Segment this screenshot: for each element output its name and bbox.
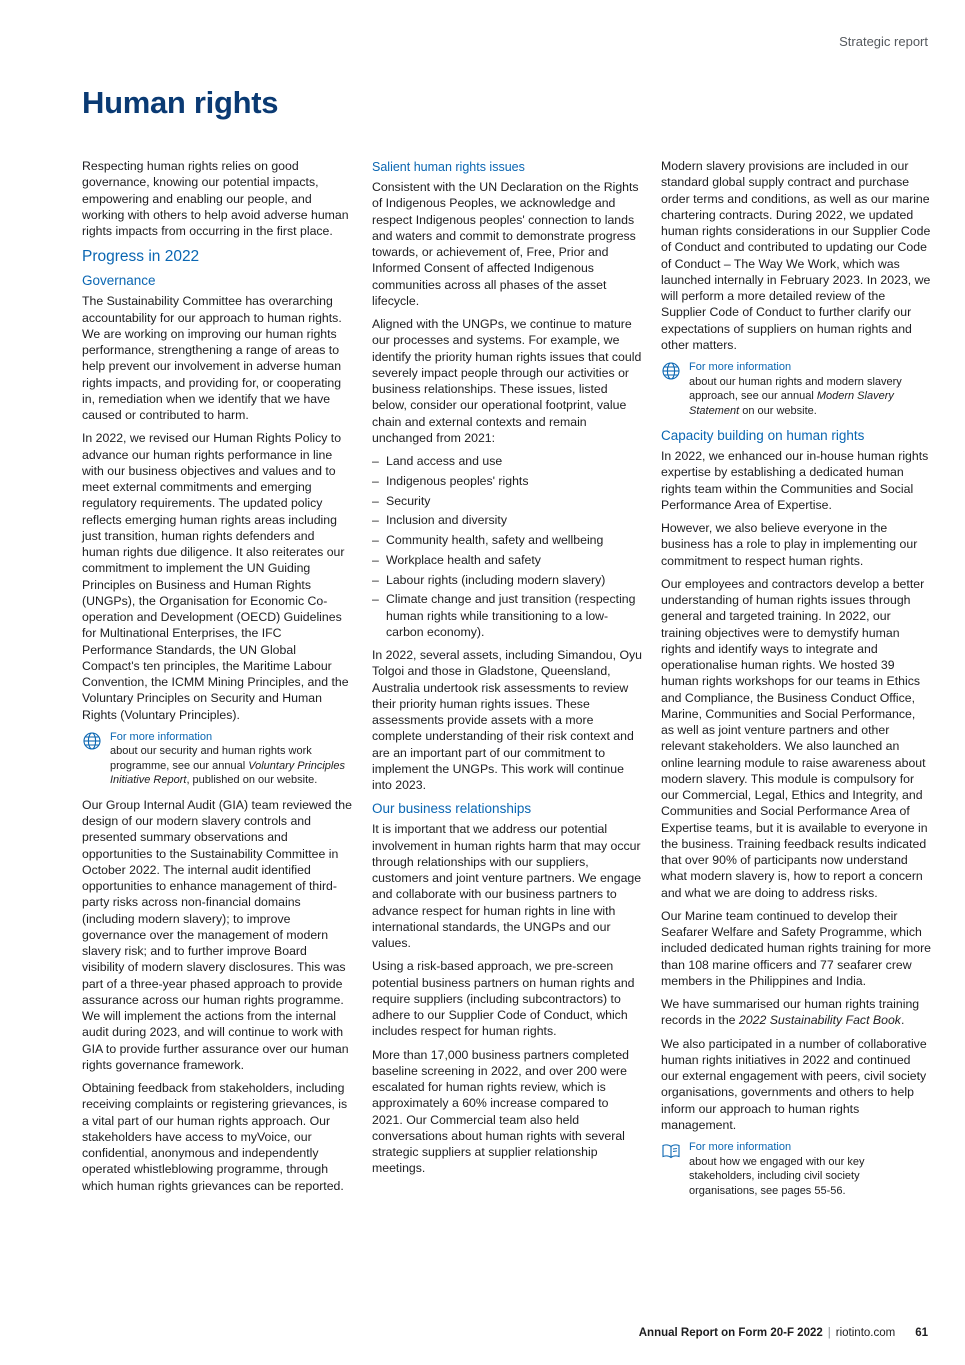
more-info-text: , published on our website. (186, 774, 318, 787)
paragraph: Obtaining feedback from stakeholders, including receiving complaints or registering grievances, is a vital part of our human rights approach. Our stakeholders have access to myVoice, our confidential, anonymous and independently operated whistleblowing programme, through which human rights grievances can be reported. (82, 1081, 348, 1193)
globe-icon (661, 361, 681, 381)
page-footer (639, 1327, 928, 1339)
business-relationships-heading: Our business relationships (372, 801, 532, 817)
paragraph: In 2022, several assets, including Simandou, Oyu Tolgoi and those in Gladstone, Queensland, Australia undertook risk assessments to review their priority human rights issues. These assessments provide assets with a more complete understanding of their risk context and are an important part of our commitment to implement the UNGPs. This work will continue into 2023. (372, 648, 643, 792)
page-number: 61 (915, 1327, 928, 1339)
paragraph: Modern slavery provisions are included in our standard global supply contract and purchase order terms and conditions, as well as our marine chartering contracts. During 2022, we updated human rights considerations in our Supplier Code of Conduct and contributed to updating our Code of Conduct – The Way We Work, which was launched internally in February 2023. In 2023, we will perform a more detailed review of the Supplier Code of Conduct to further clarify our expectations of suppliers on human rights and other matters. (661, 159, 931, 352)
issues-list (372, 453, 642, 640)
paragraph: The Sustainability Committee has overarching accountability for our approach to human rights. We are working on improving our human rights performance, strengthening a range of areas to help prevent our involvement in adverse human rights impacts, and providing for, or cooperating in, remediation when we identify that we have caused or contributed to harm. (82, 294, 342, 422)
list-item: – Security (372, 493, 431, 508)
paragraph: Our Group Internal Audit (GIA) team reviewed the design of our modern slavery controls and presented summary observations and opportunities to the Sustainability Committee in October 2022. The internal audit identified opportunities to enhance management of third-party risks across non-financial domains (including modern slavery); to improve governance over the management of modern slavery risk; and to further improve Board visibility of modern slavery disclosures. This was part of a three-year phased approach to provide assurance across our human rights programme. We will implement the actions from the internal audit during 2023, and will continue to work with GIA to provide further assurance over our human rights governance framework. (82, 797, 352, 1072)
more-info-box[interactable] (82, 730, 352, 788)
book-icon (661, 1141, 681, 1161)
list-item: – Indigenous peoples' rights (372, 473, 529, 488)
paragraph: However, we also believe everyone in the business has a role to play in implementing our commitment to respect human rights. (661, 521, 918, 568)
more-info-title[interactable]: For more information (110, 730, 213, 743)
governance-heading: Governance (82, 273, 156, 289)
salient-issues-heading: Salient human rights issues (372, 160, 525, 174)
intro-paragraph: Respecting human rights relies on good governance, knowing our potential impacts, empowering and enabling our people, and working with others to help avoid adverse human rights impacts from occurring in the first place. (82, 159, 349, 238)
paragraph: In 2022, we revised our Human Rights Policy to advance our human rights performance in line with our business objectives and values and to meet external commitments and emerging regulatory requirements. The updated policy reflects emerging human rights areas including just transition, human rights defenders and human rights due diligence. It also reiterates our commitment to implement the UN Guiding Principles on Business and Human Rights (UNGPs), the Organisation for Economic Co-operation and Development (OECD) Guidelines for Multinational Enterprises, the IFC Performance Standards, the UN Global Compact's ten principles, the Maritime Labour Convention, the ICMM Mining Principles, and the Voluntary Principles on Security and Human Rights (Voluntary Principles). (82, 431, 349, 722)
capacity-building-heading: Capacity building on human rights (661, 428, 865, 443)
paragraph: Consistent with the UN Declaration on the Rights of Indigenous Peoples, we acknowledge and respect Indigenous peoples' connection to lands and waters and commit to demonstrate progress towards, or achievement of, Free, Prior and Informed Consent of affected Indigenous communities across all phases of the asset lifecycle. (372, 180, 639, 308)
paragraph: Our employees and contractors develop a better understanding of human rights issues through general and targeted training. In 2022, our training objectives were to demystify human rights and identify ways to integrate and operationalise human rights. We hosted 39 human rights workshops for our teams in Ethics and Compliance, the Business Conduct Office, Marine, Communities and Social Performance, as well as joint venture partners and other relevant stakeholders. We also launched an online learning module to raise awareness about modern slavery. This module is compulsory for our Commercial, Legal, Ethics and Integrity, and Communities and Social Performance Area of Expertise teams, but it is available to everyone in the business. Training feedback results indicated that over 90% of participants now understand what modern slavery is, how to report a concern and what we are doing to address risks. (661, 576, 928, 900)
section-label: Strategic report (839, 34, 928, 49)
more-info-text: about our security and human rights work programme, see our annual (110, 745, 312, 772)
paragraph: More than 17,000 business partners completed baseline screening in 2022, and over 200 were escalated for human rights review, which is approximately a 60% increase compared to 2021. Our Commercial team also held conversations about human rights with several strategic suppliers at supplier relationship meetings. (372, 1047, 630, 1176)
paragraph: In 2022, we enhanced our in-house human rights expertise by establishing a dedicated human rights team within the Communities and Social Performance Area of Expertise. (661, 449, 929, 512)
more-info-text: on our website. (739, 404, 817, 417)
globe-icon (82, 731, 102, 751)
report-name: Modern Slavery Statement (689, 390, 894, 417)
paragraph: Aligned with the UNGPs, we continue to mature our processes and systems. For example, we identify the priority human rights issues that could severely impact people through our activities or business relationships. These issues, listed below, consider our operational footprint, value chain and external contexts and remain unchanged from 2021: (372, 317, 642, 445)
page-title: Human rights (82, 85, 279, 120)
report-title: Annual Report on Form 20-F 2022 (638, 1327, 823, 1339)
paragraph: Using a risk-based approach, we pre-screen potential business partners on human rights and require suppliers (including subcontractors) to adhere to our Supplier Code of Conduct, which includes respect for human rights. (372, 959, 635, 1039)
list-item: – Climate change and just transition (respecting human rights while transitioning to a low-carbon economy). (372, 592, 636, 639)
list-item: – Inclusion and diversity (372, 513, 507, 528)
footer-separator: | (827, 1327, 831, 1339)
progress-heading: Progress in 2022 (82, 248, 200, 266)
column-1 (82, 158, 352, 1201)
more-info-title[interactable]: For more information (689, 361, 792, 373)
more-info-box[interactable] (661, 1140, 931, 1198)
paragraph: We also participated in a number of collaborative human rights initiatives in 2022 and continued our external engagement with peers, civil society organisations, governments and others to help inform our approach to human rights management. (661, 1036, 927, 1132)
more-info-text: about how we engaged with our key stakeholders, including civil society organisations, see pages 55-56. (689, 1155, 865, 1197)
list-item: – Labour rights (including modern slavery) (372, 572, 606, 587)
list-item: – Land access and use (372, 454, 503, 468)
paragraph: It is important that we address our potential involvement in human rights harm that may occur through relationships with our suppliers, customers and joint venture partners. We engage and collaborate with our business partners to advance respect for human rights in line with international standards, the UNGPs and our values. (372, 822, 642, 950)
report-name: Voluntary Principles Initiative Report (110, 759, 345, 787)
paragraph: We have summarised our human rights training records in the 2022 Sustainability Fact Book. (661, 997, 920, 1028)
website-link[interactable]: riotinto.com (835, 1327, 896, 1339)
more-info-text: about our human rights and modern slavery approach, see our annual (689, 375, 902, 402)
list-item: – Community health, safety and wellbeing (372, 533, 604, 547)
more-info-title[interactable]: For more information (689, 1141, 792, 1153)
more-info-box[interactable] (661, 360, 931, 418)
column-2 (372, 158, 642, 1184)
column-3 (661, 158, 931, 1207)
paragraph: Our Marine team continued to develop their Seafarer Welfare and Safety Programme, which included dedicated human rights training for more than 108 marine officers and 77 seafarer crew members in the Philippines and India. (661, 908, 932, 988)
list-item: – Workplace health and safety (372, 552, 541, 567)
